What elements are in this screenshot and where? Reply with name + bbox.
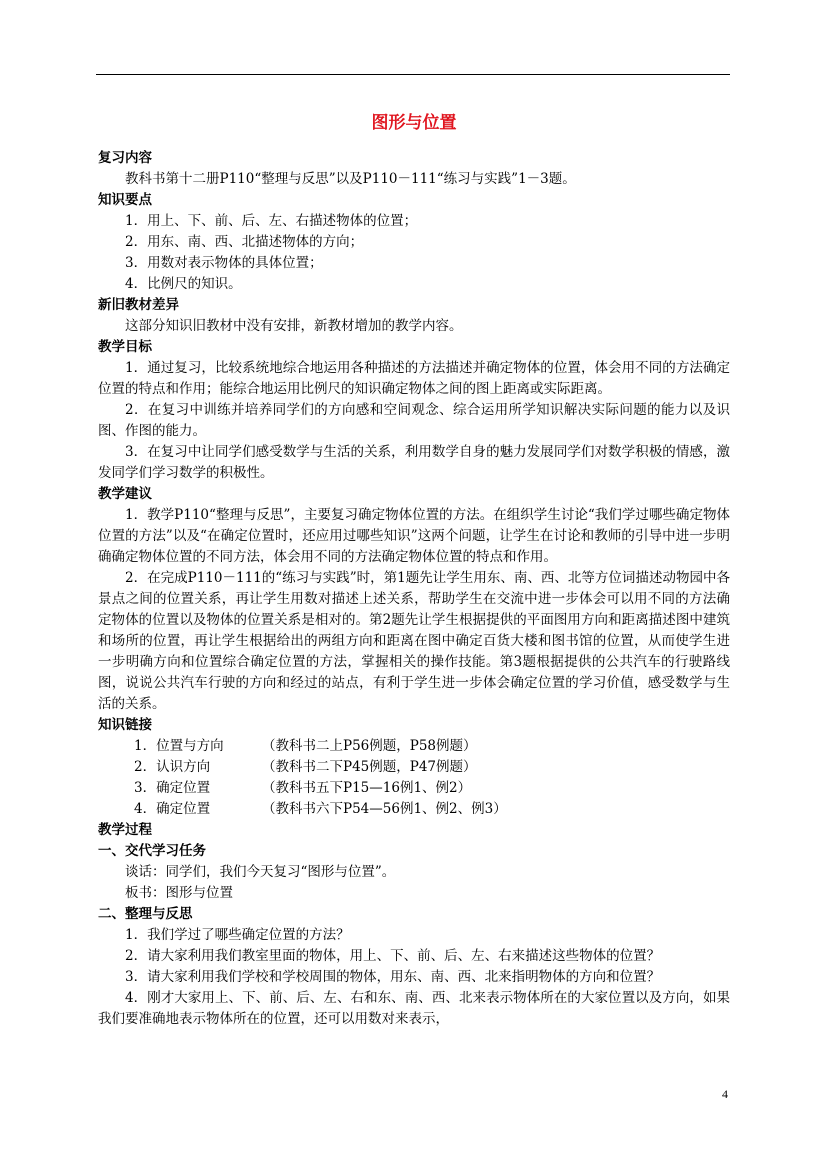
suggestion-paragraph: 1．教学P110“整理与反思”，主要复习确定物体位置的方法。在组织学生讨论“我们学过哪些确定物体位置的方法”以及“在确定位置时，还应用过哪些知识”这两个问题，让学生在讨论和教师的引导中进一步明确确定物体位置的不同方法，体会用不同的方法确定物体位置的特点和作用。 (98, 507, 730, 565)
link-ref: （教科书六下P54—56例1、例2、例3） (262, 801, 507, 817)
heading-links: 知识链接 (98, 717, 152, 733)
heading-review-content: 复习内容 (98, 150, 152, 166)
differences-text: 这部分知识旧教材中没有安排，新教材增加的教学内容。 (125, 318, 463, 334)
heading-goals: 教学目标 (98, 339, 152, 355)
heading-process: 教学过程 (98, 822, 152, 838)
suggestion-paragraph: 2．在完成P110－111的“练习与实践”时，第1题先让学生用东、南、西、北等方位词描述动物园中各景点之间的位置关系，再让学生用数对描述上述关系，帮助学生在交流中进一步体会可以用不同的方法确定物体的位置以及物体的位置关系是相对的。第2题先让学生根据提供的平面图用方向和距离描述图中建筑和场所的位置，再让学生根据给出的两组方向和距离在图中确定百货大楼和图书馆的位置，从而使学生进一步明确方向和位置综合确定位置的方法，掌握相关的操作技能。第3题根据提供的公共汽车的行驶路线图，说说公共汽车行驶的方向和经过的站点，有利于学生进一步体会确定位置的学习价值，感受数学与生活的关系。 (98, 570, 730, 712)
heading-key-points: 知识要点 (98, 192, 152, 208)
key-point-item: 3．用数对表示物体的具体位置； (125, 255, 323, 271)
link-item (98, 757, 730, 778)
link-name: 2．认识方向 (134, 759, 211, 775)
document-title: 图形与位置 (371, 113, 457, 133)
key-point-item: 4．比例尺的知识。 (125, 276, 242, 292)
key-point-item: 2．用东、南、西、北描述物体的方向； (125, 234, 364, 250)
process-line: 谈话：同学们，我们今天复习“图形与位置”。 (125, 864, 396, 880)
page-number: 4 (722, 1087, 728, 1101)
review-content-text: 教科书第十二册P110“整理与反思”以及P110－111“练习与实践”1－3题。 (125, 171, 576, 187)
link-item (98, 778, 730, 799)
heading-differences: 新旧教材差异 (98, 297, 179, 313)
heading-suggestions: 教学建议 (98, 486, 152, 502)
link-ref: （教科书二下P45例题，P47例题） (262, 759, 477, 775)
process-item: 4．刚才大家用上、下、前、后、左、右和东、南、西、北来表示物体所在的大家位置以及方向，如果我们要准确地表示物体所在的位置，还可以用数对来表示， (98, 990, 730, 1027)
goal-paragraph: 3．在复习中让同学们感受数学与生活的关系，利用数学自身的魅力发展同学们对数学积极的情感，激发同学们学习数学的积极性。 (98, 444, 730, 481)
header-rule (96, 74, 730, 75)
process-item: 2．请大家利用我们教室里面的物体，用上、下、前、后、左、右来描述这些物体的位置？ (125, 948, 661, 964)
link-item (98, 736, 730, 757)
link-ref: （教科书二上P56例题，P58例题） (262, 738, 477, 754)
link-name: 4．确定位置 (134, 801, 211, 817)
link-name: 3．确定位置 (134, 780, 211, 796)
key-point-item: 1．用上、下、前、后、左、右描述物体的位置； (125, 213, 418, 229)
heading-process-part1: 一、交代学习任务 (98, 843, 206, 859)
link-name: 1．位置与方向 (134, 738, 224, 754)
process-item: 3．请大家利用我们学校和学校周围的物体，用东、南、西、北来指明物体的方向和位置？ (125, 969, 661, 985)
process-item: 1．我们学过了哪些确定位置的方法？ (125, 927, 350, 943)
goal-paragraph: 2．在复习中训练并培养同学们的方向感和空间观念、综合运用所学知识解决实际问题的能力以及识图、作图的能力。 (98, 402, 730, 439)
goal-paragraph: 1．通过复习，比较系统地综合地运用各种描述的方法描述并确定物体的位置，体会用不同的方法确定位置的特点和作用；能综合地运用比例尺的知识确定物体之间的图上距离或实际距离。 (98, 360, 730, 397)
process-line: 板书：图形与位置 (125, 885, 233, 901)
heading-process-part2: 二、整理与反思 (98, 906, 193, 922)
link-item (98, 799, 730, 820)
document-body (98, 112, 730, 1030)
link-ref: （教科书五下P15—16例1、例2） (262, 780, 472, 796)
